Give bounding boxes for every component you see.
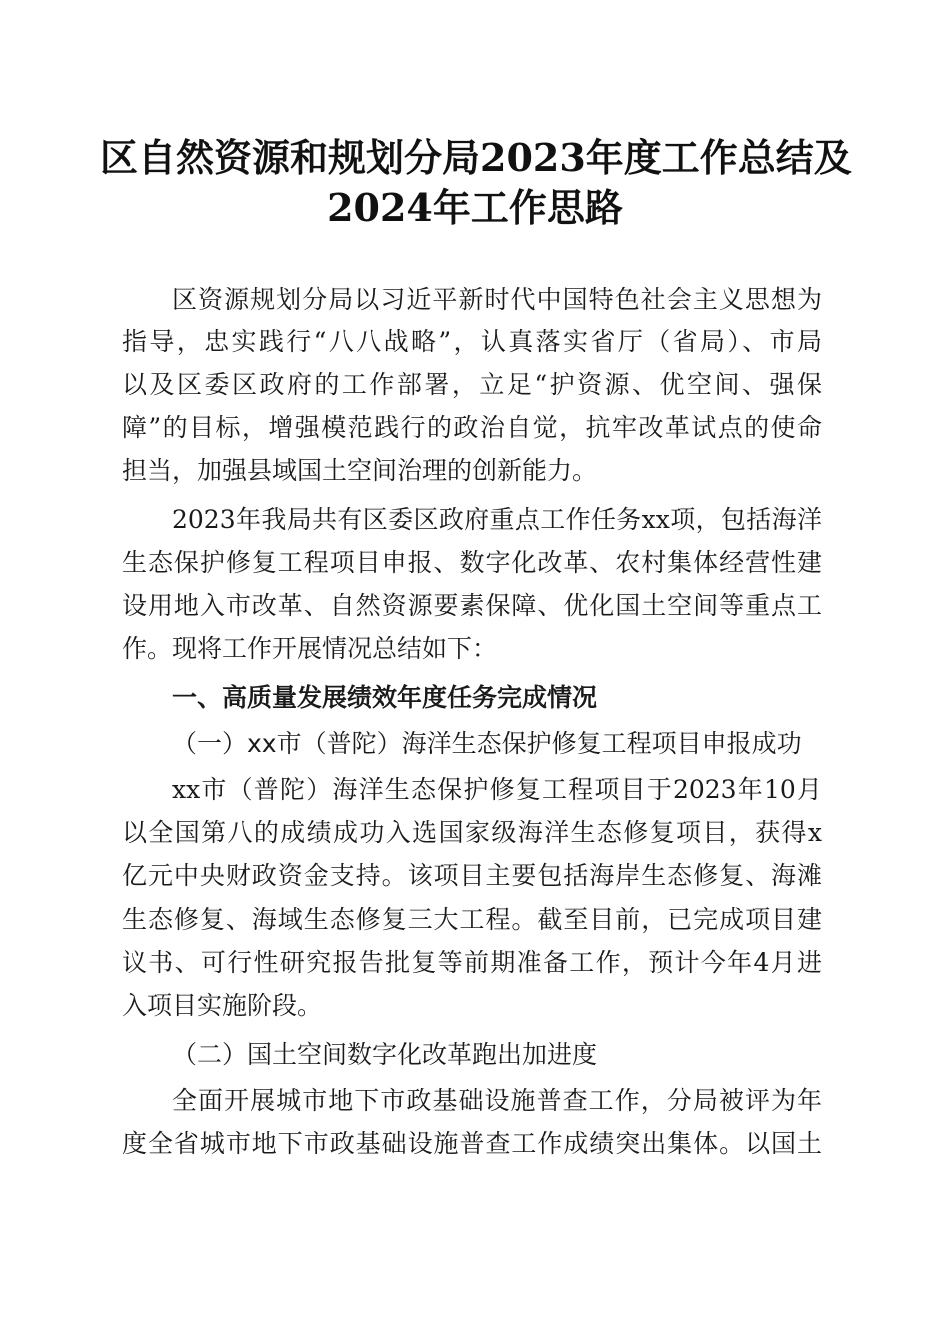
paragraph-4-line: 度全省城市地下市政基础设施普查工作成绩突出集体。以国土 — [122, 1129, 822, 1158]
paragraph-3-line: xx市（普陀）海洋生态保护修复工程项目于2023年10月 — [172, 775, 822, 804]
paragraph-1-line: 障”的目标，增强模范践行的政治自觉，抗牢改革试点的使命 — [122, 413, 822, 442]
paragraph-3-line: 入项目实施阶段。 — [122, 991, 323, 1020]
document-title-line-1: 区自然资源和规划分局2023年度工作总结及 — [100, 135, 852, 180]
paragraph-4-line: 全面开展城市地下市政基础设施普查工作，分局被评为年 — [172, 1086, 822, 1115]
paragraph-3-line: 以全国第八的成绩成功入选国家级海洋生态修复项目，获得x — [122, 818, 822, 847]
paragraph-3-line: 亿元中央财政资金支持。该项目主要包括海岸生态修复、海滩 — [122, 861, 822, 890]
paragraph-2-line: 生态保护修复工程项目申报、数字化改革、农村集体经营性建 — [122, 548, 822, 577]
subsection-heading: （二）国土空间数字化改革跑出加进度 — [172, 1040, 598, 1069]
paragraph-3-line: 议书、可行性研究报告批复等前期准备工作，预计今年4月进 — [122, 948, 822, 977]
subsection-heading: （一）xx市（普陀）海洋生态保护修复工程项目申报成功 — [172, 729, 802, 758]
paragraph-3-line: 生态修复、海域生态修复三大工程。截至目前，已完成项目建 — [122, 905, 822, 934]
document-title-line-2: 2024年工作思路 — [327, 185, 623, 230]
paragraph-2-line: 作。现将工作开展情况总结如下： — [122, 634, 498, 663]
paragraph-2-line: 2023年我局共有区委区政府重点工作任务xx项，包括海洋 — [172, 505, 822, 534]
paragraph-2-line: 设用地入市改革、自然资源要素保障、优化国土空间等重点工 — [122, 591, 822, 620]
paragraph-1-line: 区资源规划分局以习近平新时代中国特色社会主义思想为 — [172, 285, 822, 314]
paragraph-1-line: 以及区委区政府的工作部署，立足“护资源、优空间、强保 — [122, 370, 822, 399]
section-heading: 一、高质量发展绩效年度任务完成情况 — [172, 683, 598, 712]
paragraph-1-line: 指导，忠实践行“八八战略”，认真落实省厅（省局）、市局 — [122, 327, 822, 356]
paragraph-1-line: 担当，加强县域国土空间治理的创新能力。 — [122, 456, 598, 485]
